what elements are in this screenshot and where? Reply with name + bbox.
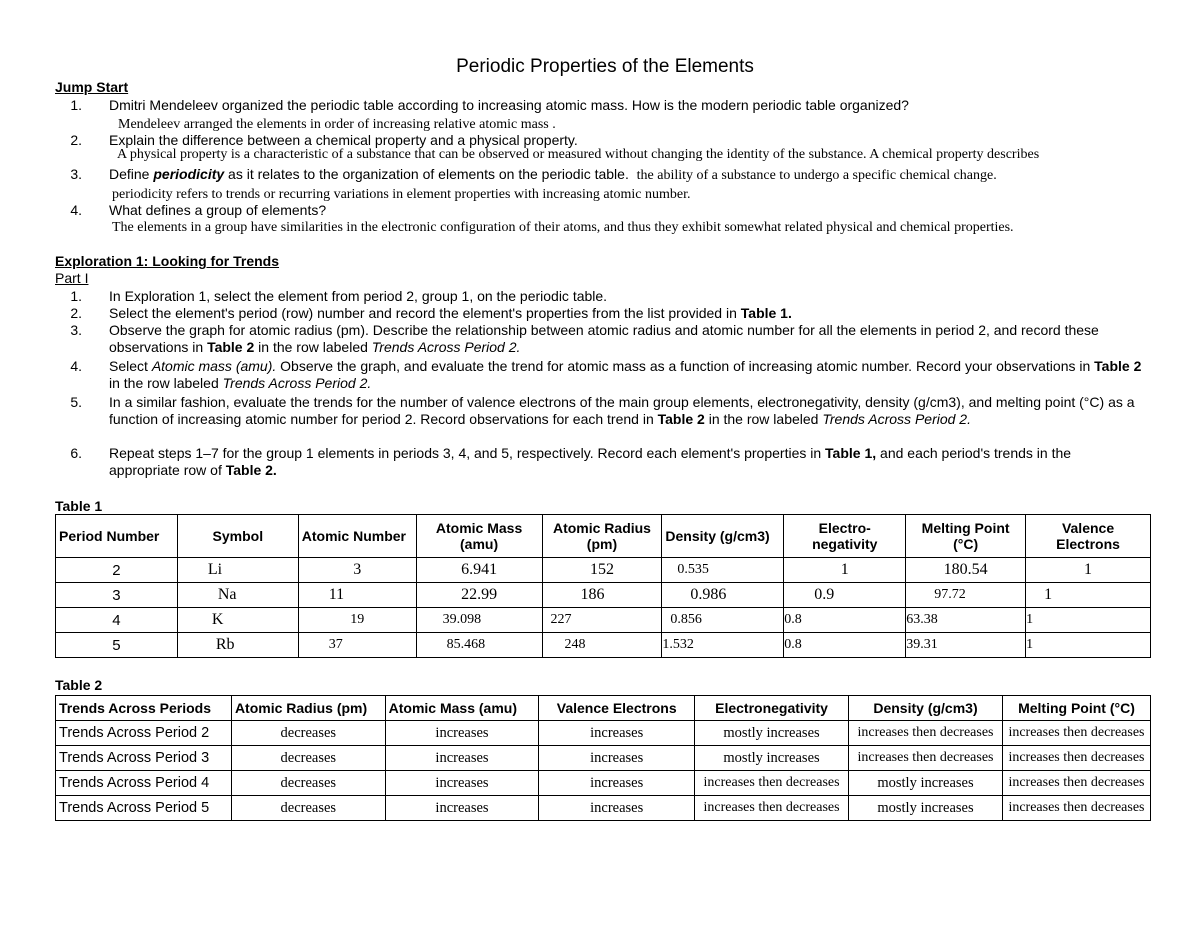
table-cell: 39.098 bbox=[416, 608, 542, 633]
table1-header: Atomic Mass (amu) bbox=[416, 515, 542, 558]
table2-header: Density (g/cm3) bbox=[849, 696, 1003, 721]
answer-3: periodicity refers to trends or recurring variations in element properties with increasing atomic number. bbox=[112, 187, 691, 202]
table-cell: 39.31 bbox=[906, 633, 1026, 658]
table-cell: Trends Across Period 3 bbox=[56, 746, 232, 771]
step-text: in the row labeled bbox=[704, 411, 823, 427]
table-cell: 4 bbox=[56, 608, 178, 633]
table-row bbox=[56, 721, 1151, 746]
table-cell: 0.535 bbox=[662, 558, 784, 583]
option-ref: Atomic mass (amu). bbox=[151, 358, 277, 374]
table-cell: mostly increases bbox=[849, 796, 1003, 821]
table1-header: Atomic Radius (pm) bbox=[542, 515, 662, 558]
table-cell: increases then decreases bbox=[695, 796, 849, 821]
part-label: Part I bbox=[55, 270, 89, 286]
table-cell: 3 bbox=[298, 558, 416, 583]
table2-header: Atomic Mass (amu) bbox=[385, 696, 539, 721]
step-4 bbox=[55, 358, 1145, 392]
table-row bbox=[56, 558, 1151, 583]
table-ref: Table 1, bbox=[825, 445, 877, 461]
table-cell: mostly increases bbox=[695, 746, 849, 771]
table-cell: 0.986 bbox=[662, 583, 784, 608]
table2-header: Melting Point (°C) bbox=[1002, 696, 1150, 721]
table-cell: 1 bbox=[784, 558, 906, 583]
table-cell: 1 bbox=[1026, 633, 1151, 658]
question-4 bbox=[55, 202, 326, 219]
exploration-heading: Exploration 1: Looking for Trends bbox=[55, 253, 280, 269]
step-text: Select the element's period (row) number and record the element's properties from the list provided in bbox=[109, 305, 741, 321]
table2 bbox=[55, 695, 1151, 821]
table1-caption: Table 1 bbox=[55, 498, 103, 514]
table-cell: 1.532 bbox=[662, 633, 784, 658]
question-number: 2. bbox=[70, 132, 82, 148]
step-5 bbox=[55, 394, 1145, 428]
table-cell: 6.941 bbox=[416, 558, 542, 583]
step-1 bbox=[55, 288, 1145, 305]
table1-header: Period Number bbox=[56, 515, 178, 558]
table1 bbox=[55, 514, 1151, 658]
step-text: Observe the graph, and evaluate the trend for atomic mass as a function of increasing atomic number. Record your observations in bbox=[276, 358, 1095, 374]
table1-header: Density (g/cm3) bbox=[662, 515, 784, 558]
step-number: 3. bbox=[70, 322, 82, 338]
step-3 bbox=[55, 322, 1145, 356]
page-title: Periodic Properties of the Elements bbox=[456, 56, 754, 77]
table-cell: K bbox=[177, 608, 298, 633]
step-number: 4. bbox=[70, 358, 82, 374]
table-cell: 1 bbox=[1026, 608, 1151, 633]
table-cell: increases bbox=[385, 771, 539, 796]
table-cell: Li bbox=[177, 558, 298, 583]
step-text: Repeat steps 1–7 for the group 1 elements in periods 3, 4, and 5, respectively. Record each element's properties in bbox=[109, 445, 826, 461]
step-text: Select bbox=[109, 358, 152, 374]
step-2 bbox=[55, 305, 1145, 322]
question-number: 4. bbox=[70, 202, 82, 218]
table2-header: Atomic Radius (pm) bbox=[231, 696, 385, 721]
table-row bbox=[56, 746, 1151, 771]
table-cell: increases then decreases bbox=[849, 746, 1003, 771]
table-cell: 3 bbox=[56, 583, 178, 608]
step-text: in the row labeled bbox=[254, 339, 372, 355]
table-cell: decreases bbox=[231, 771, 385, 796]
row-ref: Trends Across Period 2. bbox=[822, 411, 971, 427]
table-cell: increases bbox=[539, 746, 695, 771]
table-ref: Table 2 bbox=[1094, 358, 1142, 374]
step-number: 5. bbox=[70, 394, 82, 410]
step-text: in the row labeled bbox=[109, 375, 223, 391]
question-1 bbox=[55, 97, 909, 114]
table-cell: 22.99 bbox=[416, 583, 542, 608]
table-cell: Trends Across Period 5 bbox=[56, 796, 232, 821]
table-cell: Rb bbox=[177, 633, 298, 658]
table-cell: 85.468 bbox=[416, 633, 542, 658]
table-ref: Table 2 bbox=[207, 339, 255, 355]
table1-header-row bbox=[56, 515, 1151, 558]
table1-header: Symbol bbox=[177, 515, 298, 558]
table-cell: 0.8 bbox=[784, 633, 906, 658]
question-text-post: as it relates to the organization of elements on the periodic table. bbox=[224, 166, 629, 182]
table-cell: 227 bbox=[542, 608, 662, 633]
table2-header: Electronegativity bbox=[695, 696, 849, 721]
table-cell: increases then decreases bbox=[1002, 721, 1150, 746]
table-cell: 5 bbox=[56, 633, 178, 658]
step-number: 1. bbox=[70, 288, 82, 304]
table-cell: 0.856 bbox=[662, 608, 784, 633]
table-cell: 2 bbox=[56, 558, 178, 583]
table-cell: 180.54 bbox=[906, 558, 1026, 583]
table-cell: increases bbox=[539, 796, 695, 821]
table-cell: increases then decreases bbox=[849, 721, 1003, 746]
answer-4: The elements in a group have similarities in the electronic configuration of their atoms, and thus they exhibit somewhat related physical and chemical properties. bbox=[112, 220, 1014, 235]
question-text: Explain the difference between a chemical property and a physical property. bbox=[109, 132, 578, 148]
table-cell: increases then decreases bbox=[1002, 796, 1150, 821]
table-cell: 152 bbox=[542, 558, 662, 583]
table-cell: increases bbox=[385, 796, 539, 821]
table2-caption: Table 2 bbox=[55, 677, 103, 693]
table-cell: mostly increases bbox=[695, 721, 849, 746]
table-row bbox=[56, 633, 1151, 658]
table2-header: Valence Electrons bbox=[539, 696, 695, 721]
table2-header-row bbox=[56, 696, 1151, 721]
table-cell: 1 bbox=[1026, 583, 1151, 608]
answer-1: Mendeleev arranged the elements in order of increasing relative atomic mass . bbox=[118, 117, 556, 132]
answer-2: A physical property is a characteristic of a substance that can be observed or measured without changing the identity of the substance. A chemical property describes bbox=[117, 147, 1040, 162]
table-cell: 0.9 bbox=[784, 583, 906, 608]
question-text: Dmitri Mendeleev organized the periodic table according to increasing atomic mass. How is the modern periodic table organized? bbox=[109, 97, 909, 113]
table-cell: decreases bbox=[231, 721, 385, 746]
table-cell: 63.38 bbox=[906, 608, 1026, 633]
table1-header: Atomic Number bbox=[298, 515, 416, 558]
question-text: What defines a group of elements? bbox=[109, 202, 327, 218]
table-cell: decreases bbox=[231, 796, 385, 821]
table-cell: 19 bbox=[298, 608, 416, 633]
table-cell: 11 bbox=[298, 583, 416, 608]
table-cell: increases then decreases bbox=[695, 771, 849, 796]
step-6 bbox=[55, 445, 1145, 479]
table-cell: 186 bbox=[542, 583, 662, 608]
jump-start-heading: Jump Start bbox=[55, 79, 129, 95]
table-cell: decreases bbox=[231, 746, 385, 771]
table-row bbox=[56, 796, 1151, 821]
table-cell: Trends Across Period 4 bbox=[56, 771, 232, 796]
table-cell: 37 bbox=[298, 633, 416, 658]
table1-header: Electro-negativity bbox=[784, 515, 906, 558]
table-cell: Na bbox=[177, 583, 298, 608]
table2-header: Trends Across Periods bbox=[56, 696, 232, 721]
row-ref: Trends Across Period 2. bbox=[222, 375, 372, 391]
step-number: 6. bbox=[70, 445, 82, 461]
table-cell: Trends Across Period 2 bbox=[56, 721, 232, 746]
table-ref: Table 2. bbox=[225, 462, 277, 478]
table-cell: increases bbox=[539, 771, 695, 796]
table-cell: increases bbox=[539, 721, 695, 746]
question-number: 3. bbox=[70, 166, 82, 182]
table-cell: 248 bbox=[542, 633, 662, 658]
table-cell: 0.8 bbox=[784, 608, 906, 633]
table-cell: 97.72 bbox=[906, 583, 1026, 608]
table-cell: mostly increases bbox=[849, 771, 1003, 796]
row-ref: Trends Across Period 2. bbox=[371, 339, 521, 355]
table-ref: Table 2 bbox=[657, 411, 705, 427]
table1-header: Valence Electrons bbox=[1026, 515, 1151, 558]
question-text-pre: Define bbox=[109, 166, 154, 182]
table-cell: increases then decreases bbox=[1002, 746, 1150, 771]
table-cell: 1 bbox=[1026, 558, 1151, 583]
step-text: Observe the graph for atomic radius (pm). Describe the relationship between atomic radius and atomic number for all the elements in period 2, and record these observations in bbox=[109, 322, 1099, 355]
table-row bbox=[56, 583, 1151, 608]
table-row bbox=[56, 608, 1151, 633]
term-periodicity: periodicity bbox=[153, 166, 225, 182]
table-ref: Table 1. bbox=[740, 305, 792, 321]
table-row bbox=[56, 771, 1151, 796]
table-cell: increases bbox=[385, 721, 539, 746]
step-text: In Exploration 1, select the element from period 2, group 1, on the periodic table. bbox=[109, 288, 608, 304]
table1-header: Melting Point (°C) bbox=[906, 515, 1026, 558]
question-3 bbox=[55, 166, 997, 184]
answer-3-inline: the ability of a substance to undergo a specific chemical change. bbox=[636, 168, 997, 183]
step-text: and each period's trends in the appropriate row of bbox=[109, 445, 1072, 478]
question-number: 1. bbox=[70, 97, 82, 113]
table-cell: increases then decreases bbox=[1002, 771, 1150, 796]
step-text: In a similar fashion, evaluate the trends for the number of valence electrons of the main group elements, electronegativity, density (g/cm3), and melting point (°C) as a function of increasing atomic number for period 2. Record observations for each trend in bbox=[109, 394, 1135, 427]
step-number: 2. bbox=[70, 305, 82, 321]
table-cell: increases bbox=[385, 746, 539, 771]
